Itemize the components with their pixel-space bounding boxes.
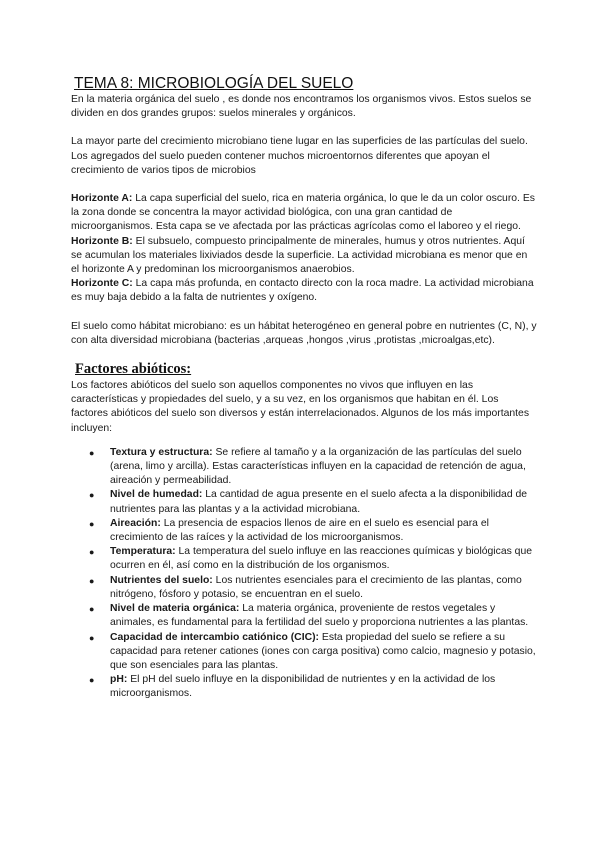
list-item: [71, 673, 537, 701]
bullet-icon: ●: [89, 675, 95, 686]
intro-paragraph-2: La mayor parte del crecimiento microbiano tiene lugar en las superficies de las partículas del suelo. Los agregados del suelo pueden contener muchos microentornos diferentes que apoyan el crecimiento de varios tipos de microbios: [71, 136, 528, 176]
habitat-paragraph: El suelo como hábitat microbiano: es un hábitat heterogéneo en general pobre en nutrientes (C, N), y con alta diversidad microbiana (bacterias ,arqueas ,hongos ,virus ,protistas ,microalgas,etc).: [71, 320, 537, 346]
list-item: [71, 574, 537, 602]
horizon-a-paragraph: [71, 192, 537, 235]
factor-label: Capacidad de intercambio catiónico (CIC):: [110, 631, 319, 643]
abiotic-intro-paragraph: Los factores abióticos del suelo son aquellos componentes no vivos que influyen en las características y propiedades del suelo, y a su vez, en los organismos que habitan en él. Los factores abióticos del suelo son diversos y están interrelacionados. Algunos de los más importantes incluyen:: [71, 380, 530, 434]
factor-text: Se refiere al tamaño y a la organización de las partículas del suelo (arena, limo y arcilla). Estas características influyen en la capacidad de retención de agua, aireación y permeabilidad.: [110, 446, 526, 487]
bullet-icon: ●: [89, 447, 95, 458]
abiotic-factors-list: [71, 446, 537, 702]
list-item: [71, 545, 537, 573]
horizon-c-text: La capa más profunda, en contacto directo con la roca madre. La actividad microbiana es muy baja debido a la falta de nutrientes y oxígeno.: [71, 278, 534, 304]
intro-paragraph-1: En la materia orgánica del suelo , es donde nos encontramos los organismos vivos. Estos suelos se dividen en dos grandes grupos: suelos minerales y orgánicos.: [71, 94, 532, 120]
document-body: [71, 74, 537, 702]
list-item: [71, 517, 537, 545]
factor-text: La temperatura del suelo influye en las reacciones químicas y biológicas que ocurren en él, así como en la distribución de los organismos.: [110, 546, 533, 572]
bullet-icon: ●: [89, 575, 95, 586]
bullet-icon: ●: [89, 518, 95, 529]
list-item: [71, 488, 537, 516]
list-item: [71, 446, 537, 489]
horizon-b-text: El subsuelo, compuesto principalmente de minerales, humus y otros nutrientes. Aquí se acumulan los materiales lixiviados desde la superficie. La actividad microbiana es menor que en el horizonte A y predominan los microorganismos anaerobios.: [71, 235, 528, 276]
factor-text: La materia orgánica, proveniente de restos vegetales y animales, es fundamental para la fertilidad del suelo y proporciona nutrientes a las plantas.: [110, 603, 529, 629]
bullet-icon: ●: [89, 547, 95, 558]
horizon-a-text: La capa superficial del suelo, rica en materia orgánica, lo que le da un color oscuro. Es la zona donde se concentra la mayor actividad biológica, con una gran cantidad de microorganismos. Esta capa se ve afectada por las prácticas agrícolas como el laboreo y el riego.: [71, 193, 535, 233]
bullet-icon: ●: [89, 490, 95, 501]
factor-label: Nutrientes del suelo:: [110, 574, 213, 586]
horizon-c-paragraph: [71, 277, 537, 305]
list-item: [71, 602, 537, 630]
factor-label: Nivel de humedad:: [110, 489, 203, 501]
horizon-b-paragraph: [71, 235, 537, 278]
factor-label: Nivel de materia orgánica:: [110, 603, 240, 615]
horizon-b-label: Horizonte B:: [71, 235, 133, 247]
bullet-icon: ●: [89, 604, 95, 615]
horizon-a-label: Horizonte A:: [71, 193, 133, 205]
page-title: TEMA 8: MICROBIOLOGÍA DEL SUELO: [74, 75, 354, 92]
factor-label: Textura y estructura:: [110, 446, 213, 458]
factor-text: Los nutrientes esenciales para el crecimiento de las plantas, como nitrógeno, fósforo y potasio, se encuentran en el suelo.: [110, 574, 522, 600]
horizon-c-label: Horizonte C:: [71, 278, 133, 290]
section-heading-abiotic: Factores abióticos:: [75, 361, 192, 378]
factor-label: pH:: [110, 674, 128, 686]
factor-text: El pH del suelo influye en la disponibilidad de nutrientes y en la actividad de los microorganismos.: [110, 674, 496, 700]
factor-text: Esta propiedad del suelo se refiere a su capacidad para retener cationes (iones con carga positiva) como calcio, magnesio y potasio, que son esenciales para las plantas.: [110, 631, 536, 671]
bullet-icon: ●: [89, 632, 95, 643]
factor-label: Aireación:: [110, 517, 161, 529]
factor-text: La presencia de espacios llenos de aire en el suelo es esencial para el crecimiento de las raíces y la actividad de los microorganismos.: [110, 517, 489, 544]
factor-text: La cantidad de agua presente en el suelo afecta a la disponibilidad de nutrientes para las plantas y a la actividad microbiana.: [110, 489, 528, 515]
list-item: [71, 631, 537, 674]
factor-label: Temperatura:: [110, 546, 176, 558]
